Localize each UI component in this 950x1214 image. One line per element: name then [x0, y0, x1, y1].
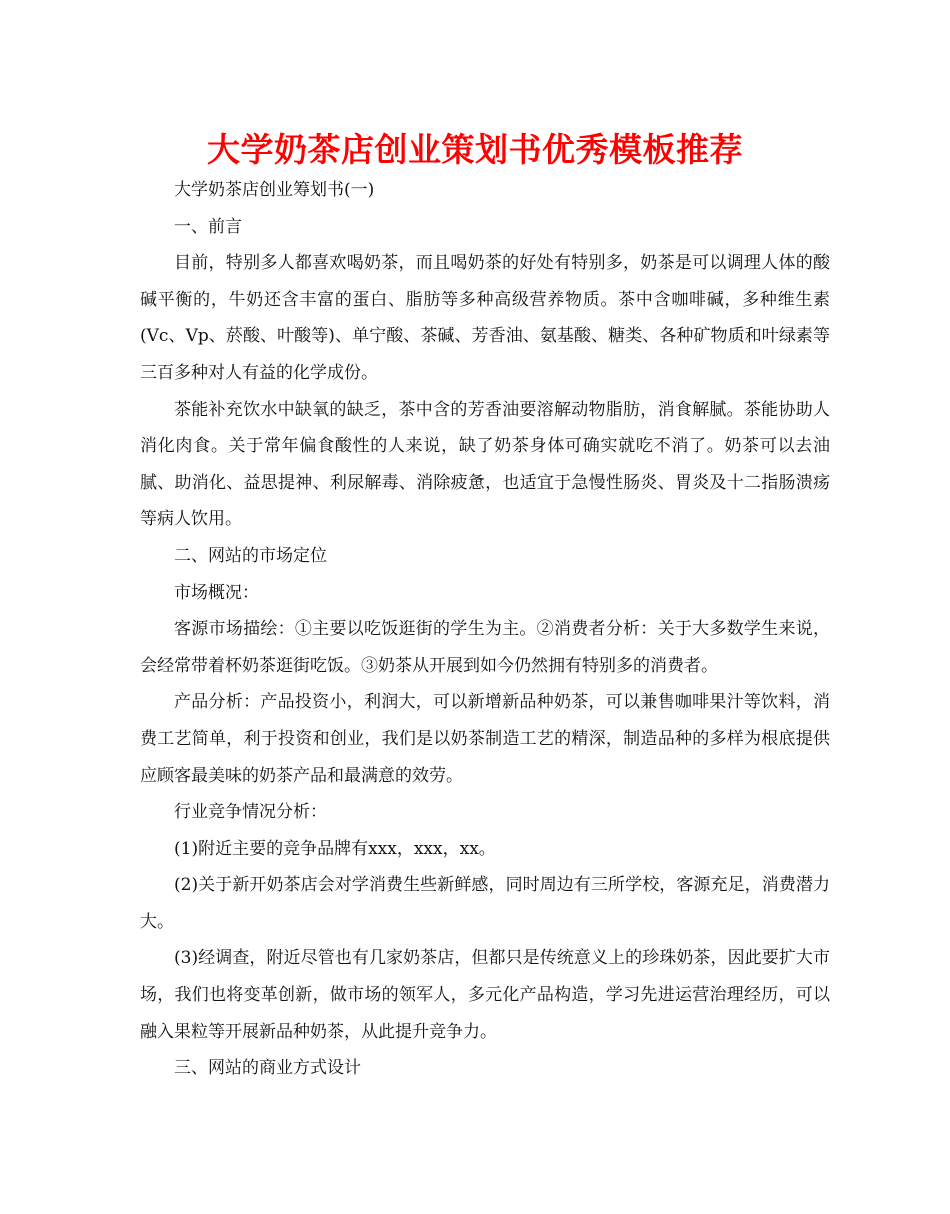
document-body [140, 172, 830, 1087]
subheading-competition-analysis: 行业竞争情况分析： [174, 802, 327, 823]
section-heading-preface: 一、前言 [174, 216, 242, 237]
list-item-competitors: (1)附近主要的竞争品牌有xxx，xxx，xx。 [174, 838, 496, 859]
paragraph-milk-tea-benefits: 目前，特别多人都喜欢喝奶茶，而且喝奶茶的好处有特别多，奶茶是可以调理人体的酸碱平衡的，牛奶还含丰富的蛋白、脂肪等多种高级营养物质。茶中含咖啡碱，多种维生素(Vc、Vp、菸酸、叶酸等)、单宁酸、茶碱、芳香油、氨基酸、糖类、各种矿物质和叶绿素等三百多种对人有益的化学成份。 [140, 253, 830, 383]
list-item-survey: (3)经调查，附近尽管也有几家奶茶店，但都只是传统意义上的珍珠奶茶，因此要扩大市场，我们也将变革创新，做市场的领军人，多元化产品构造，学习先进运营治理经历，可以融入果粒等开展新品种奶茶，从此提升竞争力。 [140, 948, 830, 1042]
paragraph-tea-functions: 茶能补充饮水中缺氧的缺乏，茶中含的芳香油要溶解动物脂肪，消食解腻。茶能协助人消化肉食。关于常年偏食酸性的人来说，缺了奶茶身体可确实就吃不消了。奶茶可以去油腻、助消化、益思提神、利尿解毒、消除疲惫，也适宜于急慢性肠炎、胃炎及十二指肠溃疡等病人饮用。 [140, 399, 830, 530]
subheading-market-overview: 市场概况： [174, 582, 259, 603]
subtitle-paragraph: 大学奶茶店创业筹划书(一) [174, 180, 375, 200]
paragraph-customer-market: 客源市场描绘：①主要以吃饭逛街的学生为主。②消费者分析：关于大多数学生来说，会经常带着杯奶茶逛街吃饭。③奶茶从开展到如今仍然拥有特别多的消费者。 [140, 619, 830, 676]
list-item-freshness: (2)关于新开奶茶店会对学消费生些新鲜感，同时周边有三所学校，客源充足，消费潜力大。 [140, 875, 830, 932]
document-title: 大学奶茶店创业策划书优秀模板推荐 [207, 130, 743, 169]
section-heading-market-positioning: 二、网站的市场定位 [174, 545, 327, 566]
paragraph-product-analysis: 产品分析：产品投资小，利润大，可以新增新品种奶茶，可以兼售咖啡果汁等饮料，消费工艺简单，利于投资和创业，我们是以奶茶制造工艺的精深，制造品种的多样为根底提供应顾客最美味的奶茶产品和最满意的效劳。 [140, 692, 830, 786]
section-heading-business-model: 三、网站的商业方式设计 [174, 1058, 361, 1079]
